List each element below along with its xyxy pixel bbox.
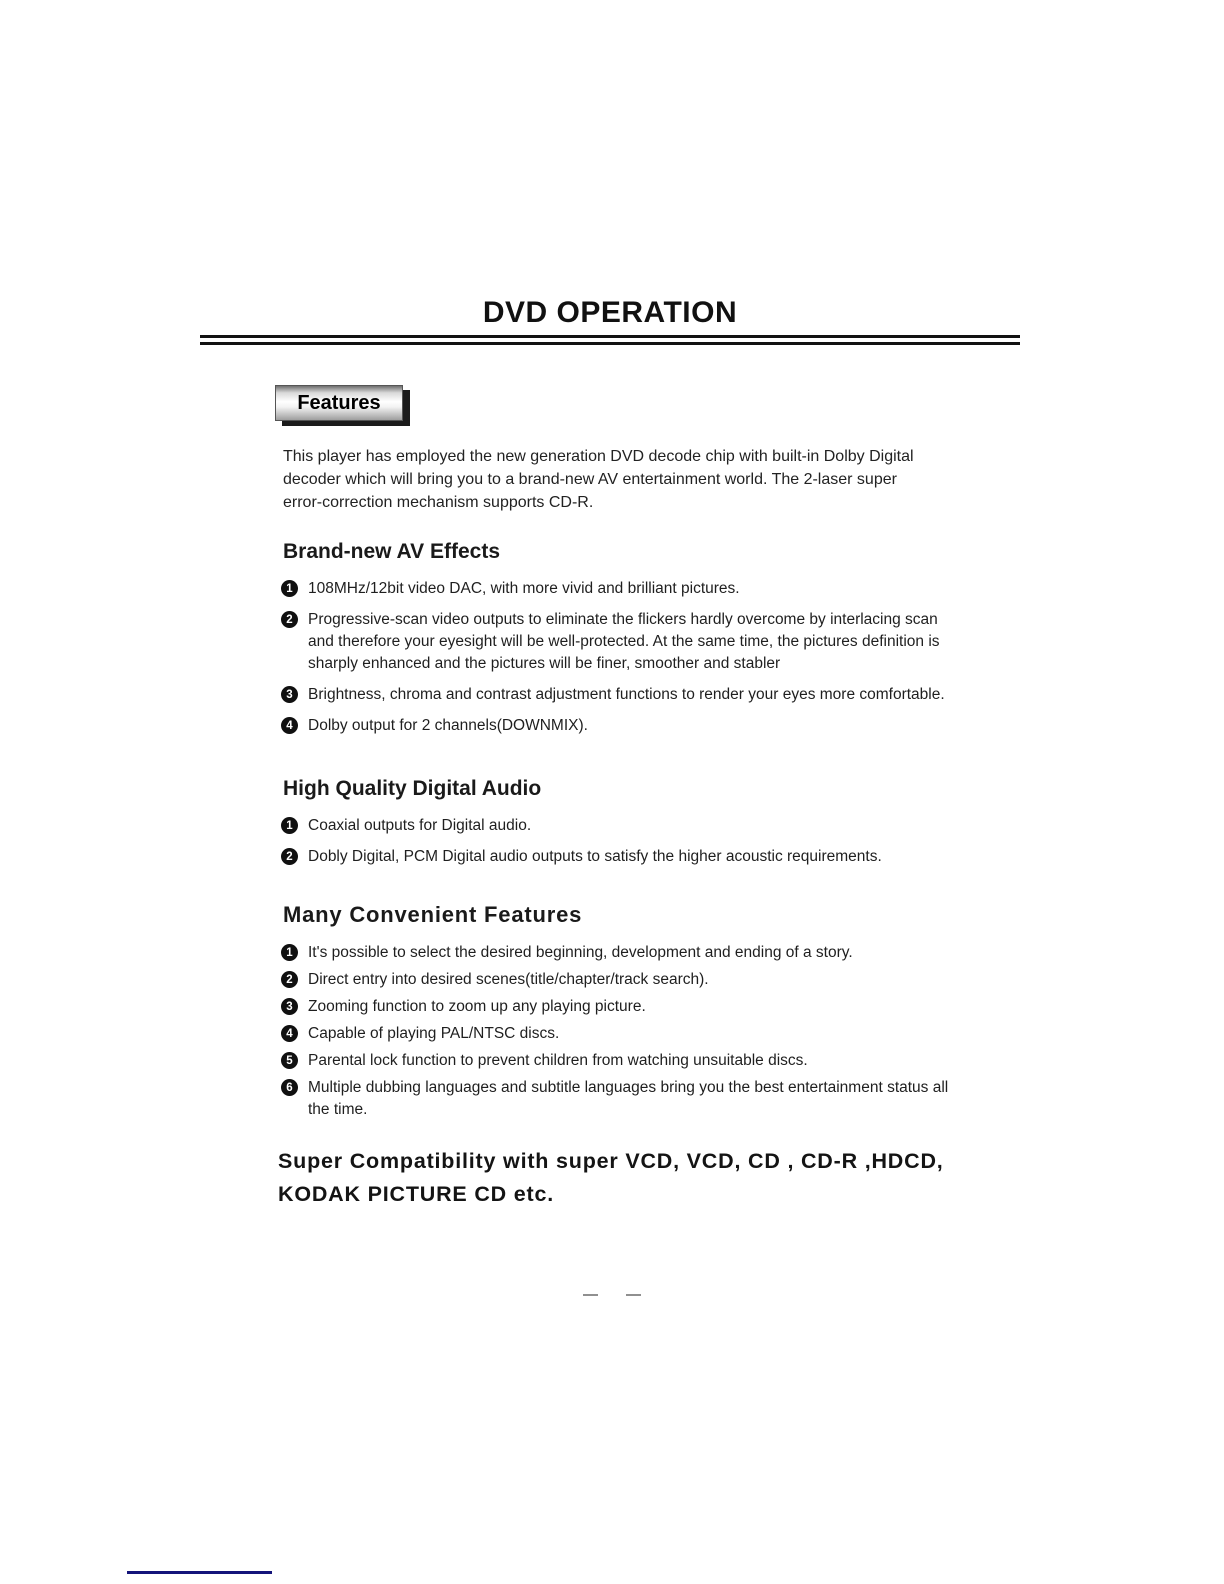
list-item [281, 815, 956, 837]
list-item [281, 578, 956, 600]
list-item-text: Zooming function to zoom up any playing picture. [308, 998, 646, 1015]
page-title: DVD OPERATION [482, 296, 738, 329]
bottom-left-rule [127, 1571, 272, 1574]
numbered-bullet-icon: 2 [281, 971, 298, 988]
numbered-bullet-icon: 2 [281, 611, 298, 628]
page-content [200, 0, 1020, 1211]
list-item-text: Brightness, chroma and contrast adjustment functions to render your eyes more comfortable. [308, 686, 945, 703]
numbered-bullet-icon: 3 [281, 686, 298, 703]
section-heading-convenient-features: Many Convenient Features [283, 902, 583, 927]
list-item-text: Multiple dubbing languages and subtitle languages bring you the best entertainment status all the time. [308, 1079, 949, 1118]
features-section-banner [275, 385, 403, 421]
feature-list-digital-audio [281, 815, 956, 868]
compatibility-line-2: KODAK PICTURE CD etc. [278, 1182, 555, 1206]
list-item-text: Parental lock function to prevent children from watching unsuitable discs. [308, 1052, 808, 1069]
compatibility-line-1: Super Compatibility with super VCD, VCD, CD , CD-R ,HDCD, [278, 1149, 944, 1173]
list-item-text: Dobly Digital, PCM Digital audio outputs to satisfy the higher acoustic requirements. [308, 848, 882, 865]
feature-list-av-effects [281, 578, 956, 737]
list-item [281, 942, 956, 964]
list-item-text: Progressive-scan video outputs to eliminate the flickers hardly overcome by interlacing scan and therefore your eyesight will be well-protected. At the same time, the pictures definition is sharply enhanced and the pictures will be finer, smoother and stabler [308, 611, 940, 672]
features-banner-label: Features [297, 391, 381, 414]
numbered-bullet-icon: 1 [281, 580, 298, 597]
numbered-bullet-icon: 1 [281, 817, 298, 834]
list-item [281, 846, 956, 868]
list-item-text: 108MHz/12bit video DAC, with more vivid and brilliant pictures. [308, 580, 740, 597]
list-item [281, 1077, 956, 1121]
numbered-bullet-icon: 5 [281, 1052, 298, 1069]
title-double-rule [200, 335, 1020, 345]
page-number-placeholder [0, 1286, 1224, 1303]
numbered-bullet-icon: 4 [281, 717, 298, 734]
compatibility-statement [278, 1145, 978, 1211]
list-item-text: Direct entry into desired scenes(title/chapter/track search). [308, 971, 709, 988]
section-heading-av-effects: Brand-new AV Effects [283, 540, 501, 563]
list-item [281, 1050, 956, 1072]
list-item-text: Capable of playing PAL/NTSC discs. [308, 1025, 560, 1042]
numbered-bullet-icon: 2 [281, 848, 298, 865]
list-item [281, 609, 956, 675]
footer-dash-right: — [626, 1286, 641, 1303]
numbered-bullet-icon: 1 [281, 944, 298, 961]
section-heading-digital-audio: High Quality Digital Audio [283, 777, 542, 800]
numbered-bullet-icon: 6 [281, 1079, 298, 1096]
list-item [281, 684, 956, 706]
numbered-bullet-icon: 4 [281, 1025, 298, 1042]
intro-paragraph: This player has employed the new generation DVD decode chip with built-in Dolby Digital decoder which will bring you to a brand-new AV entertainment world. The 2-laser super error-correction mechanism supports CD-R. [283, 448, 914, 511]
list-item-text: Dolby output for 2 channels(DOWNMIX). [308, 717, 588, 734]
list-item [281, 996, 956, 1018]
numbered-bullet-icon: 3 [281, 998, 298, 1015]
feature-list-convenient-features [281, 942, 956, 1121]
list-item-text: Coaxial outputs for Digital audio. [308, 817, 532, 834]
list-item [281, 715, 956, 737]
list-item [281, 969, 956, 991]
footer-dash-left: — [583, 1286, 598, 1303]
list-item [281, 1023, 956, 1045]
list-item-text: It's possible to select the desired beginning, development and ending of a story. [308, 944, 853, 961]
